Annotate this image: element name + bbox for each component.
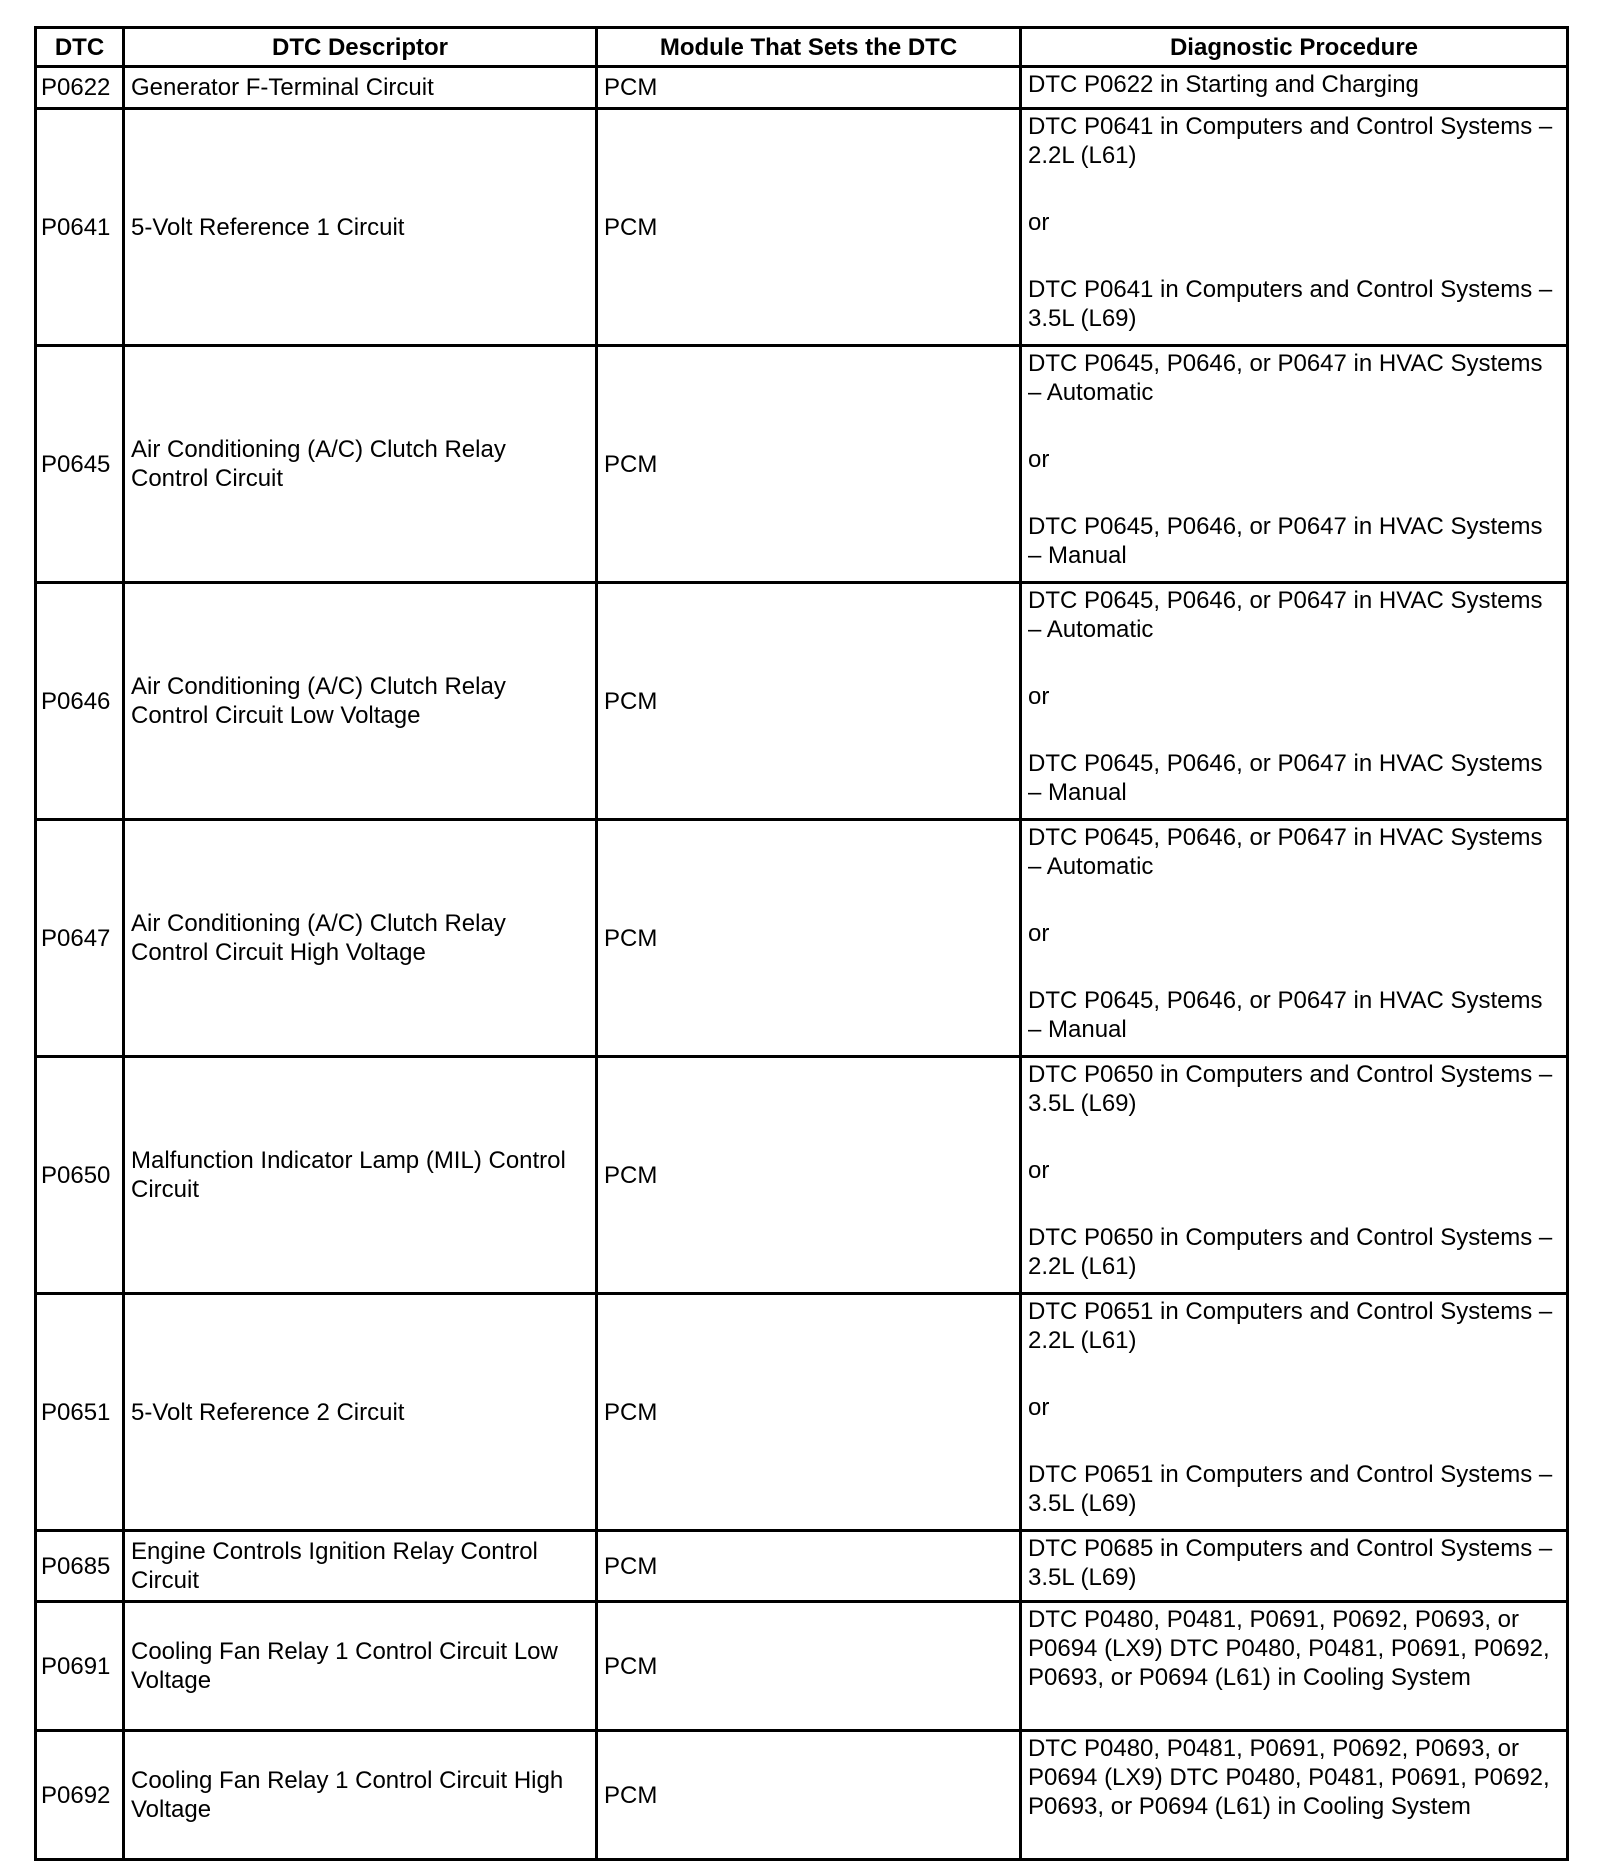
- dtc-descriptor: Air Conditioning (A/C) Clutch Relay Control Circuit Low Voltage: [124, 583, 597, 820]
- table-row: [36, 1057, 1568, 1294]
- dtc-descriptor: Air Conditioning (A/C) Clutch Relay Control Circuit High Voltage: [124, 820, 597, 1057]
- dtc-module: PCM: [597, 1057, 1021, 1294]
- header-module: Module That Sets the DTC: [597, 28, 1021, 67]
- table-row: [36, 1731, 1568, 1860]
- dtc-module: PCM: [597, 67, 1021, 109]
- dtc-code: P0645: [36, 346, 124, 583]
- dtc-descriptor: Generator F-Terminal Circuit: [124, 67, 597, 109]
- diagnostic-procedure: [1021, 1602, 1568, 1731]
- procedure-text: DTC P0622 in Starting and Charging: [1028, 71, 1419, 98]
- procedure-text: DTC P0645, P0646, or P0647 in HVAC Systems – Automatic: [1028, 824, 1543, 880]
- dtc-module: PCM: [597, 820, 1021, 1057]
- procedure-or: or: [1028, 1394, 1050, 1421]
- diagnostic-procedure: [1021, 346, 1568, 583]
- table-row: [36, 1294, 1568, 1531]
- procedure-text: DTC P0651 in Computers and Control Systems – 2.2L (L61): [1028, 1298, 1553, 1354]
- dtc-code: P0646: [36, 583, 124, 820]
- procedure-text: DTC P0685 in Computers and Control Systems – 3.5L (L69): [1028, 1535, 1553, 1591]
- dtc-code: P0650: [36, 1057, 124, 1294]
- diagnostic-procedure: [1021, 109, 1568, 346]
- procedure-text: DTC P0480, P0481, P0691, P0692, P0693, or P0694 (LX9) DTC P0480, P0481, P0691, P0692, P0693, or P0694 (L61) in Cooling System: [1028, 1606, 1550, 1691]
- dtc-descriptor: Cooling Fan Relay 1 Control Circuit High Voltage: [124, 1731, 597, 1860]
- diagnostic-procedure: [1021, 1057, 1568, 1294]
- dtc-code: P0692: [36, 1731, 124, 1860]
- procedure-or: or: [1028, 209, 1050, 236]
- table-row: [36, 820, 1568, 1057]
- header-procedure: Diagnostic Procedure: [1021, 28, 1568, 67]
- procedure-text: DTC P0645, P0646, or P0647 in HVAC Systems – Manual: [1028, 513, 1543, 569]
- dtc-module: PCM: [597, 346, 1021, 583]
- dtc-module: PCM: [597, 1294, 1021, 1531]
- diagnostic-procedure: [1021, 820, 1568, 1057]
- table-row: [36, 109, 1568, 346]
- dtc-descriptor: 5-Volt Reference 1 Circuit: [124, 109, 597, 346]
- procedure-text: DTC P0650 in Computers and Control Systems – 3.5L (L69): [1028, 1061, 1553, 1117]
- dtc-table: [34, 26, 1569, 1861]
- table-row: [36, 1531, 1568, 1602]
- diagnostic-procedure: [1021, 583, 1568, 820]
- dtc-module: PCM: [597, 1602, 1021, 1731]
- dtc-module: PCM: [597, 1731, 1021, 1860]
- table-row: [36, 1602, 1568, 1731]
- procedure-or: or: [1028, 683, 1050, 710]
- procedure-or: or: [1028, 920, 1050, 947]
- dtc-module: PCM: [597, 109, 1021, 346]
- procedure-text: DTC P0645, P0646, or P0647 in HVAC Systems – Manual: [1028, 987, 1543, 1043]
- procedure-text: DTC P0650 in Computers and Control Systems – 2.2L (L61): [1028, 1224, 1553, 1280]
- procedure-text: DTC P0641 in Computers and Control Systems – 3.5L (L69): [1028, 276, 1553, 332]
- dtc-descriptor: Malfunction Indicator Lamp (MIL) Control Circuit: [124, 1057, 597, 1294]
- header-dtc: DTC: [36, 28, 124, 67]
- dtc-code: P0647: [36, 820, 124, 1057]
- procedure-text: DTC P0645, P0646, or P0647 in HVAC Systems – Automatic: [1028, 350, 1543, 406]
- header-row: [36, 28, 1568, 67]
- dtc-module: PCM: [597, 1531, 1021, 1602]
- dtc-code: P0622: [36, 67, 124, 109]
- procedure-text: DTC P0480, P0481, P0691, P0692, P0693, or P0694 (LX9) DTC P0480, P0481, P0691, P0692, P0693, or P0694 (L61) in Cooling System: [1028, 1735, 1550, 1820]
- dtc-code: P0685: [36, 1531, 124, 1602]
- diagnostic-procedure: [1021, 1294, 1568, 1531]
- procedure-or: or: [1028, 1157, 1050, 1184]
- dtc-module: PCM: [597, 583, 1021, 820]
- procedure-or: or: [1028, 446, 1050, 473]
- procedure-text: DTC P0645, P0646, or P0647 in HVAC Systems – Automatic: [1028, 587, 1543, 643]
- table-row: [36, 346, 1568, 583]
- dtc-code: P0651: [36, 1294, 124, 1531]
- diagnostic-procedure: [1021, 67, 1568, 109]
- dtc-descriptor: 5-Volt Reference 2 Circuit: [124, 1294, 597, 1531]
- procedure-text: DTC P0645, P0646, or P0647 in HVAC Systems – Manual: [1028, 750, 1543, 806]
- table-row: [36, 67, 1568, 109]
- dtc-code: P0691: [36, 1602, 124, 1731]
- procedure-text: DTC P0651 in Computers and Control Systems – 3.5L (L69): [1028, 1461, 1553, 1517]
- dtc-code: P0641: [36, 109, 124, 346]
- dtc-descriptor: Cooling Fan Relay 1 Control Circuit Low Voltage: [124, 1602, 597, 1731]
- header-descriptor: DTC Descriptor: [124, 28, 597, 67]
- diagnostic-procedure: [1021, 1731, 1568, 1860]
- procedure-text: DTC P0641 in Computers and Control Systems – 2.2L (L61): [1028, 113, 1553, 169]
- dtc-descriptor: Engine Controls Ignition Relay Control Circuit: [124, 1531, 597, 1602]
- dtc-descriptor: Air Conditioning (A/C) Clutch Relay Control Circuit: [124, 346, 597, 583]
- diagnostic-procedure: [1021, 1531, 1568, 1602]
- table-row: [36, 583, 1568, 820]
